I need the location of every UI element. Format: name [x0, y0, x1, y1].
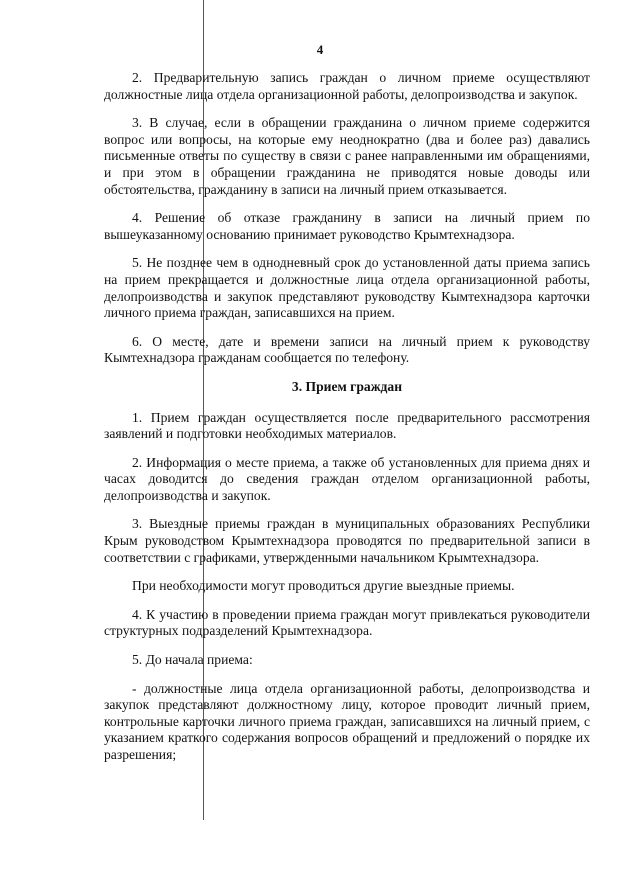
paragraph-participants: 4. К участию в проведении приема граждан могут привлекаться руководители структурных подразделений Крымтехнадзора.	[104, 606, 590, 639]
paragraph-registration-deadline: 5. Не позднее чем в однодневный срок до установленной даты приема запись на прием прекращается и должностные лица отдела организационной работы, делопроизводства и закупок представляют руководству Кымтехнадзора карточки личного приема граждан, записавшихся на прием.	[104, 255, 590, 321]
page-number: 4	[316, 42, 324, 57]
paragraph-reception-info: 2. Информация о месте приема, а также об установленных для приема днях и часах доводится до сведения граждан отделом организационной работы, делопроизводства и закупок.	[104, 454, 590, 503]
paragraph-refusal-case: 3. В случае, если в обращении гражданина о личном приеме содержится вопрос или вопросы, на которые ему неоднократно (два и более раз) давались письменные ответы по существу в связи с ранее направленными им обращениями, и при этом в обращении гражданина не приводятся новые доводы или обстоятельства, гражданину в записи на личный прием отказывается.	[104, 115, 590, 197]
paragraph-reception-preparation: 1. Прием граждан осуществляется после предварительного рассмотрения заявлений и подготовки необходимых материалов.	[104, 409, 590, 442]
section-heading: 3. Прием граждан	[291, 378, 403, 394]
paragraph-control-cards: - должностные лица отдела организационной работы, делопроизводства и закупок представляют должностному лицу, которое проводит личный прием, контрольные карточки личного приема граждан, записавшихся на личный прием, с указанием краткого содержания вопросов обращений и предложений о порядке их разрешения;	[104, 680, 590, 762]
paragraph-other-field-receptions: При необходимости могут проводиться другие выездные приемы.	[132, 578, 515, 594]
paragraph-field-receptions: 3. Выездные приемы граждан в муниципальных образованиях Республики Крым руководством Крымтехнадзора проводятся по предварительной записи в соответствии с графиками, утвержденными начальником Крымтехнадзора.	[104, 516, 590, 565]
paragraph-refusal-decision: 4. Решение об отказе гражданину в записи на личный прием по вышеуказанному основанию принимает руководство Крымтехнадзора.	[104, 210, 590, 242]
paragraph-before-reception: 5. До начала приема:	[132, 652, 253, 668]
paragraph-phone-notice: 6. О месте, дате и времени записи на личный прием к руководству Кымтехнадзора гражданам сообщается по телефону.	[104, 333, 590, 366]
document-body	[104, 70, 590, 776]
paragraph-preliminary-registration: 2. Предварительную запись граждан о личном приеме осуществляют должностные лица отдела организационной работы, делопроизводства и закупок.	[104, 70, 590, 102]
